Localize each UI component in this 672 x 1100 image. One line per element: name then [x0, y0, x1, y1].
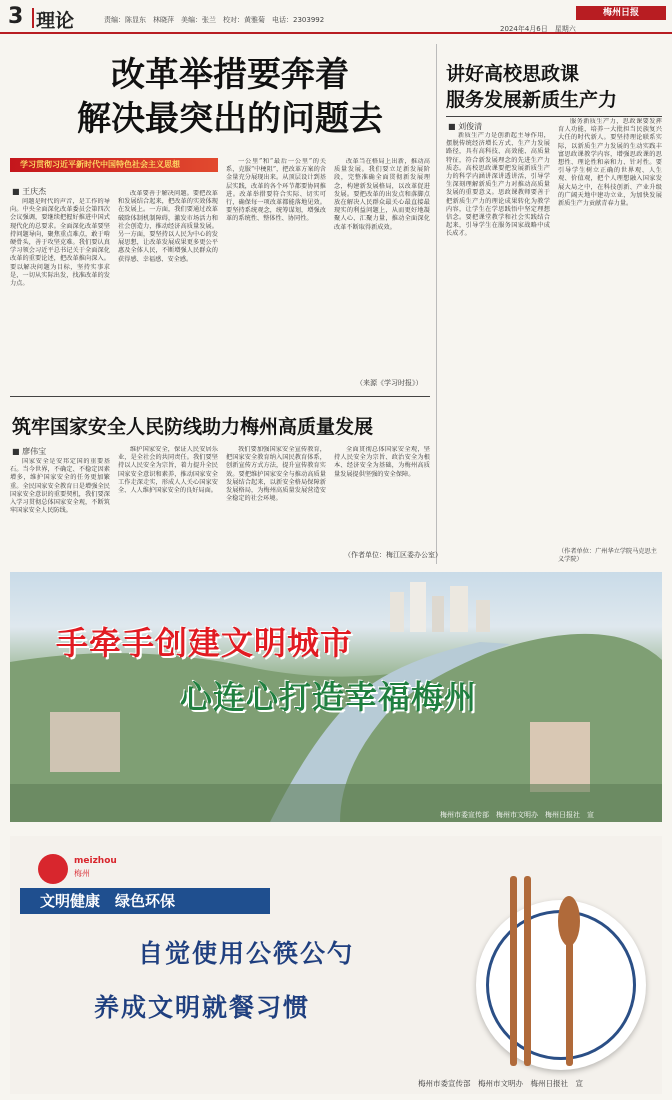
- building-2: [410, 582, 426, 632]
- building-3: [432, 596, 444, 632]
- dining-poster-credit: 梅州市委宣传部 梅州市文明办 梅州日报社 宣: [418, 1079, 583, 1088]
- section-title: 理论: [36, 10, 75, 32]
- reform-title-line1: 改革举措要奔着: [111, 55, 349, 95]
- ideology-title-line1: 讲好高校思政课: [446, 63, 580, 85]
- reform-column-2: 改革要善于解决问题。要把改革和发展结合起来，把改革的实效体现在发展上。一方面，我们要通过改革破除体制机制障碍，激发市场活力和社会创造力，推动经济高质量发展。另一方面，要坚持以人民为中心的发展思想，让改革发展成果更多更公平惠及全体人民，不断增强人民群众的获得感、幸福感、安全感。: [118, 190, 218, 263]
- reform-author: ■ 王庆杰: [12, 187, 47, 196]
- ideology-affiliation: （作者单位：广州华立学院马克思主义学院）: [558, 548, 657, 564]
- spoon-handle-icon: [566, 942, 573, 1066]
- issue-date: 2024年4月6日 星期六: [500, 25, 576, 33]
- security-column-3: 我们要加强国家安全宣传教育，把国家安全教育纳入国民教育体系，创新宣传方式方法，提升宣传教育实效。要把维护国家安全与推动高质量发展结合起来，以新安全格局保障新发展格局，为梅州高质量发展营造安全稳定的社会环境。: [226, 446, 326, 503]
- ideology-column-2: 服务新质生产力，思政课要发挥育人功能，培养一大批担当民族复兴大任的时代新人。要坚持理论联系实际，以新质生产力发展的生动实践丰富思政课教学内容，增强思政课的思想性、理论性和亲和力、针对性。要引导学生树立正确的世界观、人生观、价值观，把个人理想融入国家发展大局之中，在科技创新、产业升级的广阔天地中建功立业，为加快发展新质生产力贡献青春力量。: [558, 118, 662, 207]
- editor-credits: 责编：陈显东 林晓萍 美编：张兰 校对：黄雅菊 电话：2303992: [104, 16, 325, 24]
- spoon-bowl-icon: [558, 896, 580, 946]
- section-rule: [10, 396, 430, 397]
- meizhou-flower-icon: [38, 854, 68, 884]
- ideology-column-1: 新质生产力是创新起主导作用，摆脱传统经济增长方式、生产力发展路径，具有高科技、高效能、高质量特征，符合新发展理念的先进生产力质态。高校思政课要把发展新质生产力的科学内涵讲深讲透讲活，引导学生深刻理解新质生产力对推动高质量发展的重要意义。思政课教师要善于把新质生产力的理论成果转化为教学内容，让学生在学思践悟中坚定理想信念。要把课堂教学和社会实践结合起来，引导学生在服务国家战略中成长成才。: [446, 132, 550, 238]
- poster-tagline: 文明健康 绿色环保: [20, 888, 270, 914]
- reform-column-3: 一公里”和“最后一公里”的关系，克服“中梗阻”，把改革方案的含金量充分展现出来。从顶层设计到基层实践，改革的各个环节都要协同推进。改革举措要符合实际、切实可行，确保每一项改革都能落地见效。要坚持系统观念，统筹谋划，增强改革的系统性、整体性、协同性。: [226, 158, 326, 223]
- security-column-1: 国家安全是安邦定国的重要基石。当今世界，不确定、不稳定因素增多，维护国家安全的任务更加繁重。全民国家安全教育日是增强全民国家安全意识的重要契机，我们要深入学习贯彻总体国家安全观，不断筑牢国家安全人民防线。: [10, 458, 110, 515]
- civilized-city-poster: [10, 572, 662, 822]
- page-number: 3: [8, 4, 24, 29]
- building-6: [530, 722, 590, 792]
- poster-logo-subtext: 梅州: [74, 869, 90, 878]
- city-slogan-line2: 心连心打造幸福梅州: [180, 678, 478, 716]
- security-title: 筑牢国家安全人民防线助力梅州高质量发展: [12, 416, 374, 438]
- dining-slogan-line2: 养成文明就餐习惯: [94, 993, 311, 1022]
- column-divider: [436, 44, 437, 564]
- newspaper-logo: 梅州日报: [576, 6, 666, 20]
- section-divider: [32, 8, 34, 28]
- building-4: [450, 586, 468, 632]
- security-column-4: 全面贯彻总体国家安全观，坚持人民安全为宗旨、政治安全为根本、经济安全为基础，为梅州高质量发展提供坚强的安全保障。: [334, 446, 430, 478]
- reform-source: （来源《学习时报》）: [356, 379, 423, 387]
- public-chopsticks-poster: [10, 836, 662, 1094]
- city-slogan-line1: 手牵手创建文明城市: [56, 624, 354, 662]
- reform-column-4: 改革当在格局上出新，推动高质量发展。我们要立足新发展阶段，完整准确全面贯彻新发展理念，构建新发展格局，以改革促进发展。要把改革的出发点和落脚点放在解决人民群众最关心最直接最现实的利益问题上，从而更好地凝聚人心、汇聚力量，推动全面深化改革不断取得新成效。: [334, 158, 430, 231]
- ideology-author: ■ 刘俊清: [448, 122, 483, 131]
- building-7: [50, 712, 120, 772]
- reform-column-1: 问题是时代的声音，是工作的导向。中央全面深化改革委员会第四次会议强调，要继续把握好推进中国式现代化的总要求。全面深化改革要坚持问题导向，聚焦重点难点，敢于啃硬骨头，善于攻坚克难。我们要认真学习领会习近平总书记关于全面深化改革的重要论述，把改革推向深入。要以解决问题为目标，坚持实事求是，一切从实际出发，找准改革的发力点。: [10, 198, 110, 287]
- chopstick-icon: [510, 876, 517, 1066]
- security-column-2: 维护国家安全，保证人民安居乐业，是全社会的共同责任。我们要坚持以人民安全为宗旨，着力提升全民国家安全意识和素养，推动国家安全工作走深走实，形成人人关心国家安全、人人维护国家安全的良好局面。: [118, 446, 218, 494]
- theme-banner: 学习贯彻习近平新时代中国特色社会主义思想: [10, 158, 218, 172]
- ideology-title-line2: 服务发展新质生产力: [446, 89, 618, 111]
- reform-title-line2: 解决最突出的问题去: [77, 99, 383, 139]
- chopstick-icon: [524, 876, 531, 1066]
- city-poster-credit: 梅州市委宣传部 梅州市文明办 梅州日报社 宣: [440, 811, 594, 819]
- building-5: [476, 600, 490, 632]
- building-1: [390, 592, 404, 632]
- security-author: ■ 廖伟宝: [12, 447, 47, 456]
- ideology-title-rule: [446, 116, 662, 117]
- poster-logo-text: meizhou: [74, 856, 117, 866]
- dining-slogan-line1: 自觉使用公筷公勺: [138, 939, 355, 968]
- security-source: （作者单位：梅江区委办公室）: [344, 551, 442, 559]
